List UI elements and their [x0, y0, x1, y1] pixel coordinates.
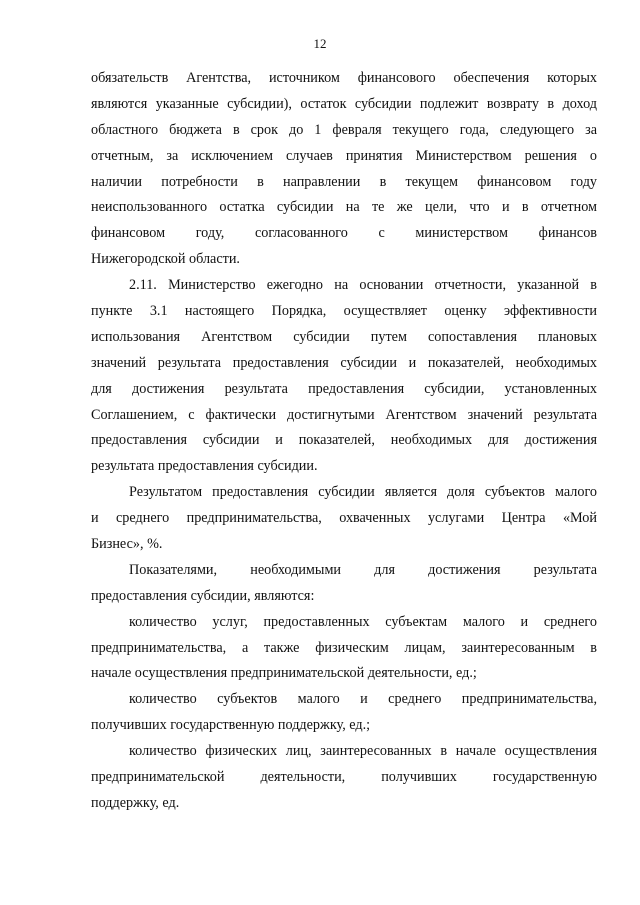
- text-line: Бизнес», %.: [91, 536, 163, 553]
- text-line: для достижения результата предоставления субсидии, установленных: [91, 380, 597, 397]
- text-line: количество физических лиц, заинтересованных в начале осуществления: [129, 743, 597, 760]
- text-line: предоставления субсидии, являются:: [91, 587, 315, 604]
- paragraph: [91, 739, 597, 817]
- paragraph: [91, 273, 597, 480]
- text-line: использования Агентством субсидии путем сопоставления плановых: [91, 328, 597, 345]
- text-line: получивших государственную поддержку, ед.;: [91, 717, 371, 734]
- text-line: являются указанные субсидии), остаток субсидии подлежит возврату в доход: [91, 95, 597, 112]
- text-line: наличии потребности в направлении в текущем финансовом году: [91, 173, 597, 190]
- text-line: обязательств Агентства, источником финансового обеспечения которых: [91, 70, 597, 86]
- paragraph: [91, 558, 597, 610]
- text-line: поддержку, ед.: [91, 794, 180, 811]
- text-line: финансовом году, согласованного с министерством финансов: [91, 225, 597, 242]
- text-line: предпринимательства, а также физическим лицам, заинтересованным в: [91, 639, 597, 656]
- text-line: и среднего предпринимательства, охваченных услугами Центра «Мой: [91, 510, 597, 527]
- text-line: значений результата предоставления субсидии и показателей, необходимых: [91, 354, 597, 371]
- text-line: отчетным, за исключением случаев принятия Министерством решения о: [91, 147, 597, 164]
- text-line: предпринимательской деятельности, получивших государственную: [91, 769, 597, 786]
- document-body: [91, 66, 597, 817]
- text-line: Показателями, необходимыми для достижения результата: [129, 561, 597, 578]
- paragraph: [91, 66, 597, 273]
- page-number: 12: [313, 36, 327, 51]
- text-line: Нижегородской области.: [91, 251, 240, 268]
- paragraph: [91, 610, 597, 688]
- text-line: 2.11. Министерство ежегодно на основании отчетности, указанной в: [129, 277, 597, 294]
- text-line: начале осуществления предпринимательской деятельности, ед.;: [91, 665, 477, 682]
- text-line: пункте 3.1 настоящего Порядка, осуществляет оценку эффективности: [91, 303, 597, 320]
- text-line: результата предоставления субсидии.: [91, 458, 318, 475]
- paragraph: [91, 480, 597, 558]
- text-line: Результатом предоставления субсидии является доля субъектов малого: [129, 484, 597, 501]
- text-line: областного бюджета в срок до 1 февраля текущего года, следующего за: [91, 121, 597, 138]
- text-line: Соглашением, с фактически достигнутыми Агентством значений результата: [91, 406, 597, 423]
- text-line: предоставления субсидии и показателей, необходимых для достижения: [91, 432, 597, 449]
- text-line: количество услуг, предоставленных субъектам малого и среднего: [129, 613, 597, 630]
- paragraph: [91, 687, 597, 739]
- text-line: количество субъектов малого и среднего предпринимательства,: [129, 691, 597, 708]
- text-line: неиспользованного остатка субсидии на те же цели, что и в отчетном: [91, 199, 597, 216]
